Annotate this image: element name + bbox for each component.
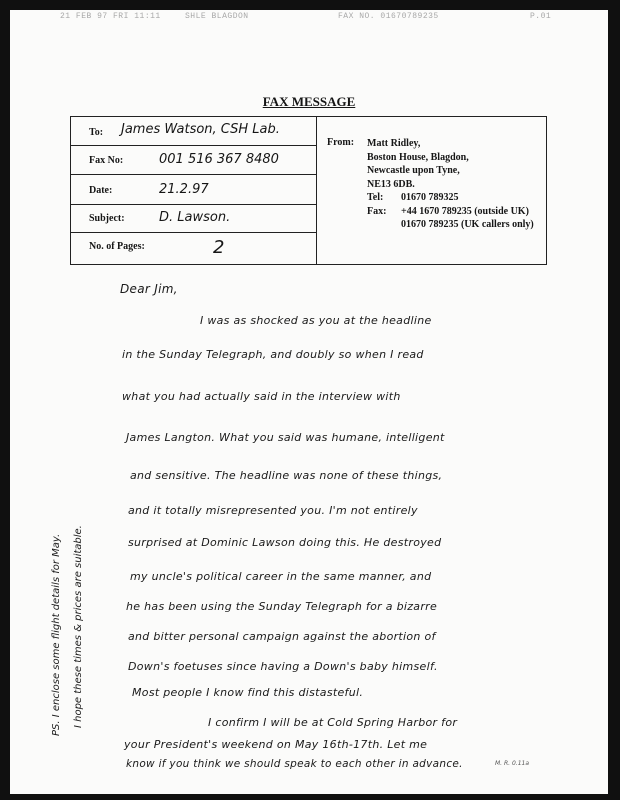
- recipient-section: [71, 117, 317, 264]
- pages-label: No. of Pages:: [89, 241, 145, 252]
- fax-no-row: [71, 146, 316, 175]
- page-title: FAX MESSAGE: [262, 94, 356, 109]
- fax-number-header: FAX NO. 01670789235: [338, 12, 439, 21]
- fax-datetime: 21 FEB 97 FRI 11:11: [60, 12, 161, 21]
- to-row: [71, 117, 316, 146]
- to-value: James Watson, CSH Lab.: [121, 122, 280, 137]
- letter-line: Down's foetuses since having a Down's baby himself.: [128, 660, 438, 673]
- from-address-line-1: Boston House, Blagdon,: [367, 151, 469, 163]
- fax-no-value: 001 516 367 8480: [159, 152, 279, 167]
- letter-line: he has been using the Sunday Telegraph for a bizarre: [126, 600, 438, 613]
- letter-line: and bitter personal campaign against the abortion of: [128, 630, 436, 643]
- fax-cover-form: [70, 116, 547, 265]
- fax2-value-international: +44 1670 789235 (outside UK): [401, 205, 529, 217]
- subject-value: D. Lawson.: [159, 210, 231, 225]
- letter-line: James Langton. What you said was humane, intelligent: [126, 431, 445, 444]
- letter-line: in the Sunday Telegraph, and doubly so when I read: [122, 348, 424, 361]
- corner-note: M. R. 0.11a: [495, 760, 530, 767]
- date-row: [71, 175, 316, 205]
- from-label: From:: [327, 137, 355, 148]
- letter-line: know if you think we should speak to each other in advance.: [126, 758, 463, 770]
- tel-line: [367, 191, 534, 205]
- tel-label: Tel:: [367, 192, 384, 203]
- tel-value: 01670 789325: [401, 192, 459, 203]
- fax-page: [10, 10, 608, 794]
- subject-label: Subject:: [89, 213, 125, 224]
- letter-line: and it totally misrepresented you. I'm not entirely: [128, 504, 418, 517]
- postscript-line-1: PS. I enclose some flight details for May.: [51, 533, 62, 736]
- postscript-margin-note: [46, 525, 90, 736]
- sender-details: [367, 137, 534, 232]
- date-value: 21.2.97: [159, 182, 209, 197]
- fax-page-number: P.01: [530, 12, 552, 21]
- subject-row: [71, 205, 316, 233]
- letter-line: I was as shocked as you at the headline: [200, 314, 432, 327]
- fax-line: [367, 205, 534, 219]
- letter-line: my uncle's political career in the same manner, and: [130, 570, 432, 583]
- from-address-line-2: Newcastle upon Tyne,: [367, 165, 460, 176]
- fax-no-label: Fax No:: [89, 155, 124, 166]
- pages-row: [71, 233, 316, 264]
- letter-line: I confirm I will be at Cold Spring Harbor for: [208, 716, 458, 729]
- from-address-line-3: NE13 6DB.: [367, 178, 415, 190]
- salutation: Dear Jim,: [120, 282, 178, 296]
- date-label: Date:: [89, 185, 113, 196]
- letter-line: surprised at Dominic Lawson doing this. He destroyed: [128, 536, 442, 549]
- letter-line: and sensitive. The headline was none of these things,: [130, 469, 443, 482]
- fax-sender-id: SHLE BLAGDON: [185, 12, 249, 21]
- letter-line: what you had actually said in the interview with: [122, 390, 401, 403]
- pages-value: 2: [213, 237, 225, 258]
- fax2-value-uk: 01670 789235 (UK callers only): [401, 219, 534, 230]
- fax-line-uk: [367, 218, 534, 232]
- postscript-line-2: I hope these times & prices are suitable.: [73, 525, 84, 728]
- letter-line: your President's weekend on May 16th-17th. Let me: [124, 738, 428, 751]
- to-label: To:: [89, 127, 104, 138]
- from-name: Matt Ridley,: [367, 138, 421, 149]
- fax2-label: Fax:: [367, 205, 387, 217]
- letter-line: Most people I know find this distasteful.: [132, 686, 364, 699]
